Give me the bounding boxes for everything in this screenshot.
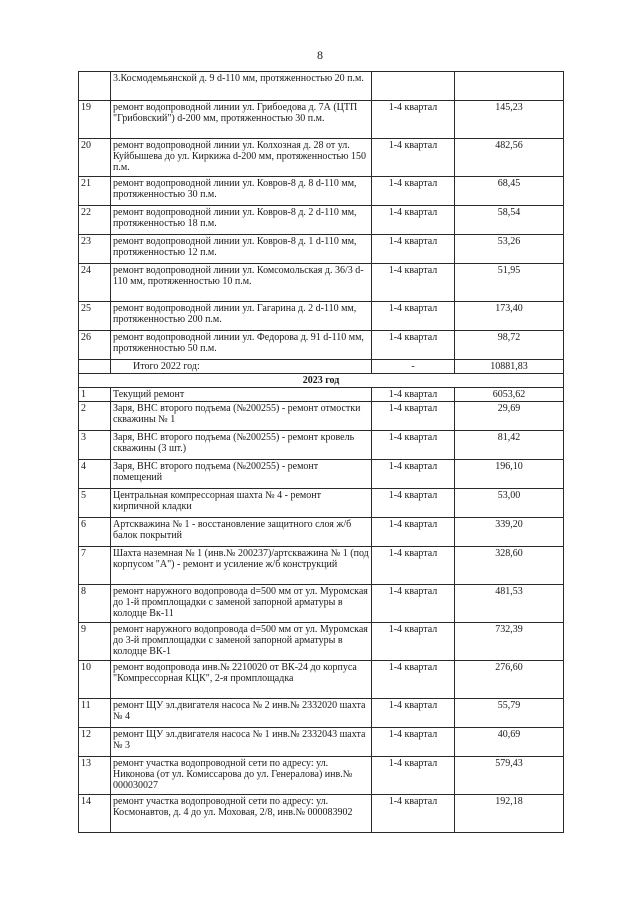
row-period: 1-4 квартал — [372, 518, 455, 547]
row-period: 1-4 квартал — [372, 235, 455, 264]
row-period: 1-4 квартал — [372, 460, 455, 489]
table-row — [79, 460, 564, 489]
row-period: 1-4 квартал — [372, 402, 455, 431]
table-section-2023 — [79, 402, 564, 833]
row-num: 6 — [79, 518, 111, 547]
row-period: 1-4 квартал — [372, 302, 455, 331]
row-amount — [455, 72, 564, 101]
row-period: 1-4 квартал — [372, 547, 455, 585]
row-num: 20 — [79, 139, 111, 177]
row-num: 23 — [79, 235, 111, 264]
row-num: 9 — [79, 623, 111, 661]
table-row — [79, 431, 564, 460]
table-section-2022 — [79, 72, 564, 360]
row-period: 1-4 квартал — [372, 757, 455, 795]
row-num: 13 — [79, 757, 111, 795]
table-row — [79, 623, 564, 661]
table-row — [79, 489, 564, 518]
row-amount: 481,53 — [455, 585, 564, 623]
row-name: ремонт водопроводной линии ул. Колхозная д. 28 от ул. Куйбышева до ул. Киркижа d-200 мм, протяженностью 150 п.м. — [111, 139, 372, 177]
table-row — [79, 728, 564, 757]
row-name: ремонт водопроводной линии ул. Грибоедова д. 7А (ЦТП "Грибовский") d-200 мм, протяженностью 30 п.м. — [111, 101, 372, 139]
row-amount: 6053,62 — [455, 388, 564, 402]
row-period: 1-4 квартал — [372, 206, 455, 235]
table-row — [79, 402, 564, 431]
row-period: 1-4 квартал — [372, 139, 455, 177]
row-num: 8 — [79, 585, 111, 623]
table-row — [79, 331, 564, 360]
budget-table — [78, 71, 564, 833]
row-period: 1-4 квартал — [372, 177, 455, 206]
row-period: 1-4 квартал — [372, 728, 455, 757]
row-amount: 276,60 — [455, 661, 564, 699]
row-amount: 732,39 — [455, 623, 564, 661]
row-period: 1-4 квартал — [372, 101, 455, 139]
row-num: 19 — [79, 101, 111, 139]
page-number: 8 — [317, 48, 323, 62]
row-num: 25 — [79, 302, 111, 331]
row-period — [372, 72, 455, 101]
current-repair-row — [79, 388, 564, 402]
row-num: 5 — [79, 489, 111, 518]
row-name: Шахта наземная № 1 (инв.№ 200237)/артскважина № 1 (под корпусом "А") - ремонт и усиление ж/б конструкций — [111, 547, 372, 585]
table-row — [79, 547, 564, 585]
table-row — [79, 757, 564, 795]
row-name: ремонт водопроводной линии ул. Федорова д. 91 d-110 мм, протяженностью 50 п.м. — [111, 331, 372, 360]
row-amount: 173,40 — [455, 302, 564, 331]
row-amount: 55,79 — [455, 699, 564, 728]
year-header-2023: 2023 год — [79, 374, 564, 388]
row-num — [79, 72, 111, 101]
row-period: 1-4 квартал — [372, 585, 455, 623]
row-num: 26 — [79, 331, 111, 360]
table-row — [79, 585, 564, 623]
row-num: 14 — [79, 795, 111, 833]
row-period: 1-4 квартал — [372, 795, 455, 833]
row-name: ремонт ЩУ эл.двигателя насоса № 2 инв.№ 2332020 шахта № 4 — [111, 699, 372, 728]
year-header-row — [79, 374, 564, 388]
row-amount: 53,00 — [455, 489, 564, 518]
table-row — [79, 264, 564, 302]
row-name: ремонт наружного водопровода d=500 мм от ул. Муромская до 1-й промплощадки с заменой запорной арматуры в колодце Вк-11 — [111, 585, 372, 623]
row-num: 4 — [79, 460, 111, 489]
row-amount: 579,43 — [455, 757, 564, 795]
row-period: 1-4 квартал — [372, 388, 455, 402]
row-name: Центральная компрессорная шахта № 4 - ремонт кирпичной кладки — [111, 489, 372, 518]
total-label: Итого 2022 год: — [111, 360, 372, 374]
row-name: Заря, ВНС второго подъема (№200255) - ремонт кровель скважины (3 шт.) — [111, 431, 372, 460]
row-num: 7 — [79, 547, 111, 585]
row-period: 1-4 квартал — [372, 623, 455, 661]
row-name: Заря, ВНС второго подъема (№200255) - ремонт помещений — [111, 460, 372, 489]
row-name: 3.Космодемьянской д. 9 d-110 мм, протяженностью 20 п.м. — [111, 72, 372, 101]
row-period: 1-4 квартал — [372, 431, 455, 460]
row-name: Заря, ВНС второго подъема (№200255) - ремонт отмостки скважины № 1 — [111, 402, 372, 431]
row-num: 24 — [79, 264, 111, 302]
row-amount: 68,45 — [455, 177, 564, 206]
row-amount: 58,54 — [455, 206, 564, 235]
table-row — [79, 139, 564, 177]
row-name: Артскважина № 1 - восстановление защитного слоя ж/б балок покрытий — [111, 518, 372, 547]
row-num: 11 — [79, 699, 111, 728]
row-name: ремонт участка водопроводной сети по адресу: ул. Никонова (от ул. Комиссарова до ул. Генералова) инв.№ 000030027 — [111, 757, 372, 795]
row-num: 1 — [79, 388, 111, 402]
table-row — [79, 235, 564, 264]
table-row — [79, 206, 564, 235]
row-amount: 145,23 — [455, 101, 564, 139]
table-row — [79, 699, 564, 728]
row-num: 10 — [79, 661, 111, 699]
row-num: 3 — [79, 431, 111, 460]
total-num-cell — [79, 360, 111, 374]
row-name: Текущий ремонт — [111, 388, 372, 402]
table-row — [79, 302, 564, 331]
row-name: ремонт водопроводной линии ул. Ковров-8 д. 2 d-110 мм, протяженностью 18 п.м. — [111, 206, 372, 235]
row-amount: 482,56 — [455, 139, 564, 177]
row-period: 1-4 квартал — [372, 331, 455, 360]
row-amount: 339,20 — [455, 518, 564, 547]
table-row — [79, 101, 564, 139]
row-period: 1-4 квартал — [372, 699, 455, 728]
row-name: ремонт водопроводной линии ул. Комсомольская д. 36/3 d-110 мм, протяженностью 10 п.м. — [111, 264, 372, 302]
total-amount: 10881,83 — [455, 360, 564, 374]
row-amount: 192,18 — [455, 795, 564, 833]
row-num: 21 — [79, 177, 111, 206]
row-num: 2 — [79, 402, 111, 431]
row-num: 12 — [79, 728, 111, 757]
table-row — [79, 72, 564, 101]
row-period: 1-4 квартал — [372, 489, 455, 518]
table-row — [79, 661, 564, 699]
row-name: ремонт участка водопроводной сети по адресу: ул. Космонавтов, д. 4 до ул. Моховая, 2/8, инв.№ 000083902 — [111, 795, 372, 833]
table-row — [79, 795, 564, 833]
row-name: ремонт наружного водопровода d=500 мм от ул. Муромская до 3-й промплощадки с заменой запорной арматуры в колодце ВК-1 — [111, 623, 372, 661]
row-amount: 53,26 — [455, 235, 564, 264]
row-name: ремонт водопроводной линии ул. Ковров-8 д. 1 d-110 мм, протяженностью 12 п.м. — [111, 235, 372, 264]
row-amount: 81,42 — [455, 431, 564, 460]
total-row-2022 — [79, 360, 564, 374]
total-period: - — [372, 360, 455, 374]
row-amount: 328,60 — [455, 547, 564, 585]
row-name: ремонт водопроводной линии ул. Ковров-8 д. 8 d-110 мм, протяженностью 30 п.м. — [111, 177, 372, 206]
row-amount: 51,95 — [455, 264, 564, 302]
row-amount: 40,69 — [455, 728, 564, 757]
row-name: ремонт водопроводной линии ул. Гагарина д. 2 d-110 мм, протяженностью 200 п.м. — [111, 302, 372, 331]
row-amount: 196,10 — [455, 460, 564, 489]
row-amount: 29,69 — [455, 402, 564, 431]
row-name: ремонт водопровода инв.№ 2210020 от ВК-24 до корпуса "Компрессорная КЦК", 2-я промплощадка — [111, 661, 372, 699]
row-amount: 98,72 — [455, 331, 564, 360]
row-period: 1-4 квартал — [372, 661, 455, 699]
table-row — [79, 177, 564, 206]
table-row — [79, 518, 564, 547]
row-period: 1-4 квартал — [372, 264, 455, 302]
table-section-total-2022 — [79, 360, 564, 402]
row-name: ремонт ЩУ эл.двигателя насоса № 1 инв.№ 2332043 шахта № 3 — [111, 728, 372, 757]
row-num: 22 — [79, 206, 111, 235]
